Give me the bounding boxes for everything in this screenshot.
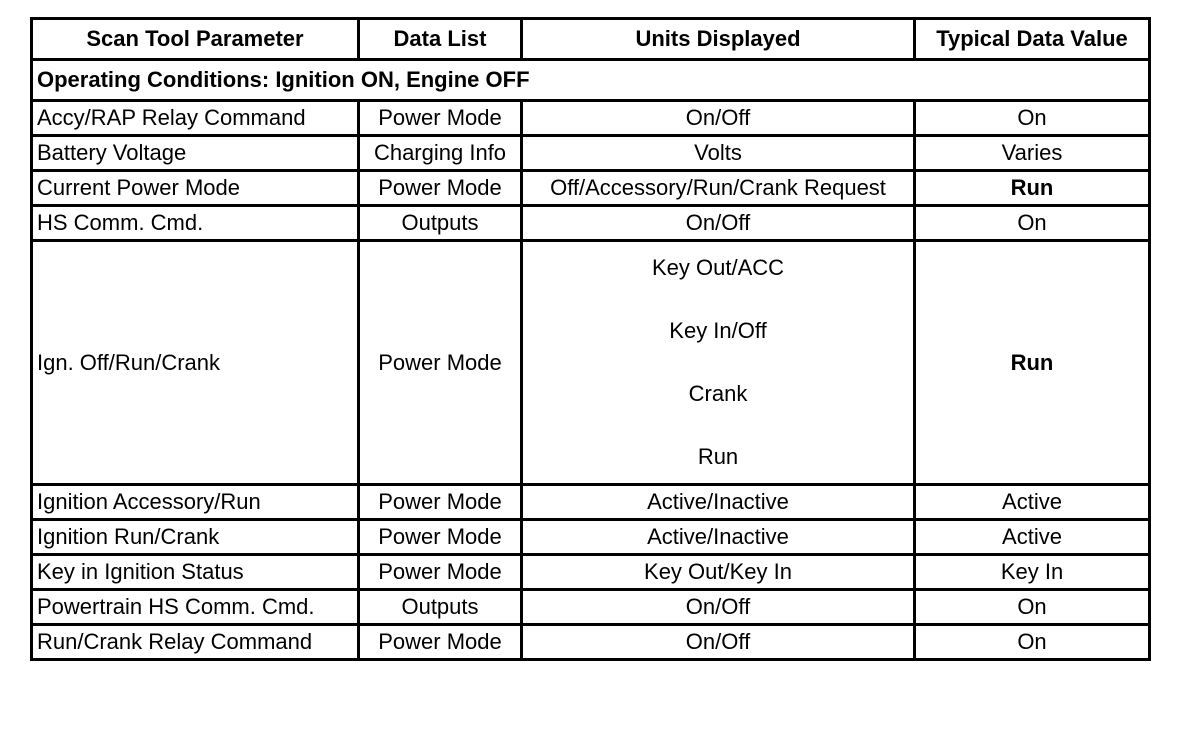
data-list-cell: Charging Info [359,136,522,171]
value-cell: Active [915,520,1150,555]
table-row [32,485,1150,520]
data-list-cell: Power Mode [359,241,522,485]
parameter-cell: Ignition Accessory/Run [32,485,359,520]
table-row [32,241,1150,485]
table-row [32,171,1150,206]
data-list-cell: Outputs [359,590,522,625]
table-row [32,101,1150,136]
header-data-list: Data List [359,19,522,60]
header-scan-tool-parameter: Scan Tool Parameter [32,19,359,60]
data-list-cell: Outputs [359,206,522,241]
data-list-cell: Power Mode [359,485,522,520]
value-cell: Run [915,241,1150,485]
units-cell: Active/Inactive [522,485,915,520]
units-stack [527,254,909,470]
data-list-cell: Power Mode [359,171,522,206]
units-option: Run [697,444,739,470]
parameter-cell: Powertrain HS Comm. Cmd. [32,590,359,625]
value-cell: Varies [915,136,1150,171]
parameter-cell: Run/Crank Relay Command [32,625,359,660]
parameter-cell: Ign. Off/Run/Crank [32,241,359,485]
table-row [32,136,1150,171]
table-row [32,555,1150,590]
section-row [32,60,1150,101]
units-cell: On/Off [522,206,915,241]
units-option: Crank [688,381,748,407]
section-heading: Operating Conditions: Ignition ON, Engine OFF [32,60,1150,101]
value-cell: On [915,590,1150,625]
parameter-cell: Accy/RAP Relay Command [32,101,359,136]
units-cell: Volts [522,136,915,171]
data-list-cell: Power Mode [359,520,522,555]
value-cell: Run [915,171,1150,206]
table-row [32,625,1150,660]
units-cell: On/Off [522,590,915,625]
value-cell: On [915,625,1150,660]
units-option: Key In/Off [669,317,767,343]
units-cell: Active/Inactive [522,520,915,555]
table-row [32,590,1150,625]
parameter-cell: Battery Voltage [32,136,359,171]
table-row [32,520,1150,555]
units-cell: On/Off [522,101,915,136]
header-units-displayed: Units Displayed [522,19,915,60]
data-list-cell: Power Mode [359,555,522,590]
parameter-cell: Ignition Run/Crank [32,520,359,555]
scan-tool-data-table [30,17,1151,661]
value-cell: Key In [915,555,1150,590]
parameter-cell: Current Power Mode [32,171,359,206]
table-row [32,206,1150,241]
data-list-cell: Power Mode [359,625,522,660]
units-cell: Key Out/Key In [522,555,915,590]
value-cell: On [915,101,1150,136]
value-cell: Active [915,485,1150,520]
units-cell [522,241,915,485]
parameter-cell: Key in Ignition Status [32,555,359,590]
units-cell: On/Off [522,625,915,660]
header-typical-data-value: Typical Data Value [915,19,1150,60]
units-cell: Off/Accessory/Run/Crank Request [522,171,915,206]
parameter-cell: HS Comm. Cmd. [32,206,359,241]
value-cell: On [915,206,1150,241]
table-header-row [32,19,1150,60]
units-option: Key Out/ACC [651,254,785,280]
data-list-cell: Power Mode [359,101,522,136]
